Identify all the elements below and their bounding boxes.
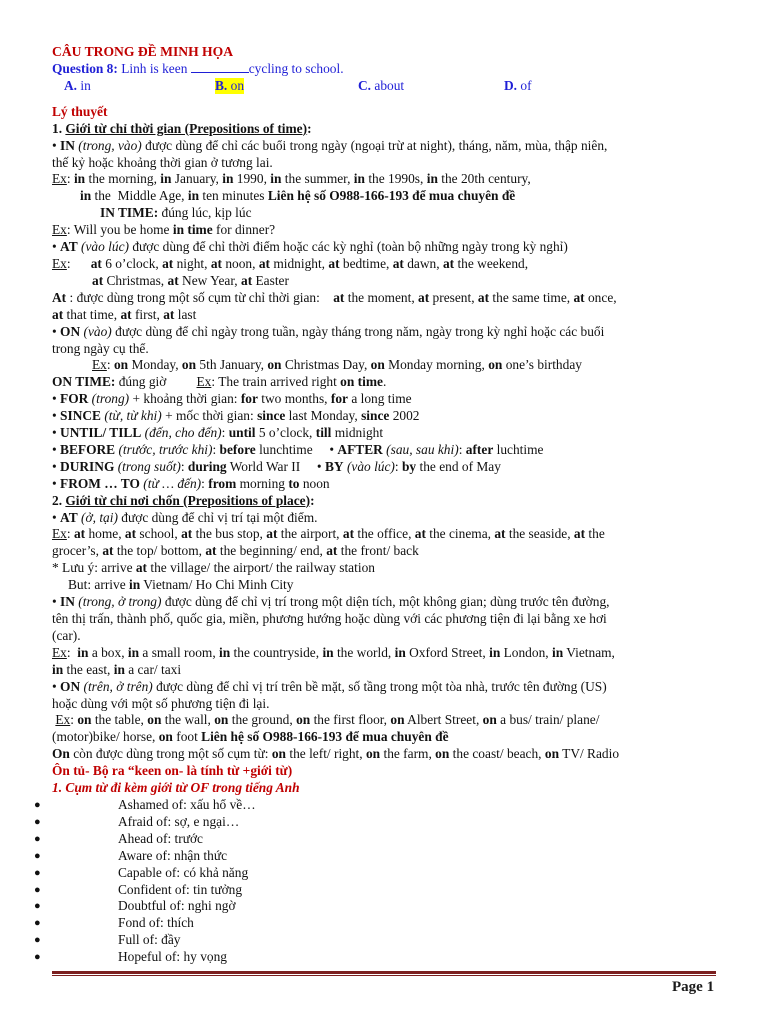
- on-definition-2: trong ngày cụ thể.: [52, 340, 149, 356]
- before-after-line: • BEFORE (trước, trước khi): before lunchtime • AFTER (sau, sau khi): after luchtime: [52, 441, 544, 457]
- question-text-after: cycling to school.: [248, 60, 344, 76]
- place-at-example-2: grocer’s, at the top/ bottom, at the beginning/ end, at the front/ back: [52, 543, 419, 559]
- list-item: ● Aware of: nhận thức: [34, 847, 228, 863]
- list-item: ● Capable of: có khả năng: [34, 864, 249, 880]
- list-item: ● Fond of: thích: [34, 915, 194, 931]
- place-in-example-2: in the east, in a car/ taxi: [52, 661, 182, 677]
- place-on-definition-1: • ON (trên, ở trên) được dùng để chỉ vị trí trên bề mặt, số tầng trong một tòa nhà, trước tên đường (US): [52, 678, 607, 694]
- page-number: Page 1: [672, 979, 715, 995]
- theory-heading: Lý thuyết: [52, 103, 108, 119]
- during-by-line: • DURING (trong suốt): during World War II • BY (vào lúc): by the end of May: [52, 458, 501, 474]
- option-b[interactable]: B. on: [215, 77, 245, 93]
- at-example-2: at Christmas, at New Year, at Easter: [92, 272, 289, 288]
- in-time-line: IN TIME: đúng lúc, kịp lúc: [100, 205, 252, 221]
- on-time-line: ON TIME: đúng giờ Ex: The train arrived right on time.: [52, 374, 387, 390]
- place-on-example-1: Ex: on the table, on the wall, on the ground, on the first floor, on Albert Street, on a bus/ train/ plane/: [55, 712, 600, 728]
- list-item: ● Confident of: tin tưởng: [34, 881, 243, 897]
- place-in-example-1: Ex: in a box, in a small room, in the countryside, in the world, in Oxford Street, in London, in Vietnam,: [52, 644, 615, 660]
- footer-rule-thick: [52, 971, 716, 974]
- on-definition: • ON (vào) được dùng để chỉ ngày trong tuần, ngày tháng trong năm, ngày trong kỳ nghỉ hoặc các buổi: [52, 323, 605, 339]
- in-definition-2: thế kỷ hoặc khoảng thời gian ở tương lai.: [52, 154, 273, 170]
- answer-blank: [191, 61, 249, 73]
- list-item: ● Hopeful of: hy vọng: [34, 949, 227, 965]
- question-label: Question 8:: [52, 60, 118, 76]
- contact-line: Liên hệ số O988-166-193 để mua chuyên đề: [267, 188, 516, 204]
- contact-line-2: Liên hệ số O988-166-193 để mua chuyên đề: [201, 729, 449, 745]
- list-item: ● Ashamed of: xấu hổ về…: [34, 796, 256, 812]
- page-title: CÂU TRONG ĐỀ MINH HỌA: [52, 44, 234, 59]
- place-in-definition-3: (car).: [52, 627, 81, 643]
- in-example-1: Ex: in the morning, in January, in 1990, in the summer, in the 1990s, in the 20th century,: [52, 171, 531, 187]
- document-page: [34, 44, 712, 966]
- since-line: • SINCE (từ, từ khi) + mốc thời gian: since last Monday, since 2002: [52, 408, 420, 424]
- option-d[interactable]: D. of: [504, 77, 532, 93]
- in-example-2: in the Middle Age, in ten minutes Liên hệ số O988-166-193 để mua chuyên đề: [80, 188, 516, 204]
- place-in-definition-2: tên thị trấn, thành phố, quốc gia, miền, phương hướng hoặc dùng với các phương tiện đi lại bằng xe hơi: [52, 611, 607, 626]
- footer-rule-thin: [52, 975, 716, 976]
- at-definition: • AT (vào lúc) được dùng để chỉ thời điểm hoặc các kỳ nghỉ (toàn bộ những ngày trong kỳ nghỉ): [52, 239, 568, 255]
- review-subheading: 1. Cụm từ đi kèm giới từ OF trong tiếng Anh: [52, 780, 300, 796]
- time-section-heading: 1. Giới từ chỉ thời gian (Prepositions of time):: [52, 120, 312, 136]
- question-stem: [52, 61, 712, 78]
- option-a[interactable]: A. in: [64, 77, 91, 93]
- at-phrases: At : được dùng trong một số cụm từ chỉ thời gian: at the moment, at present, at the same time, at once,: [52, 289, 617, 305]
- place-section-heading: 2. Giới từ chỉ nơi chốn (Prepositions of place):: [52, 492, 315, 508]
- until-line: • UNTIL/ TILL (đến, cho đến): until 5 o’clock, till midnight: [52, 425, 384, 441]
- place-at-definition: • AT (ở, tại) được dùng để chỉ vị trí tại một điểm.: [52, 509, 318, 525]
- in-time-example: Ex: Will you be home in time for dinner?: [52, 222, 276, 238]
- place-on-phrases: On còn được dùng trong một số cụm từ: on the left/ right, on the farm, on the coast/ beach, on TV/ Radio: [52, 746, 620, 762]
- list-item: ● Full of: đầy: [34, 932, 181, 948]
- list-item: ● Doubtful of: nghi ngờ: [34, 898, 236, 914]
- option-c[interactable]: C. about: [358, 77, 405, 93]
- list-item: ● Afraid of: sợ, e ngại…: [34, 813, 240, 829]
- question-options: [52, 78, 712, 95]
- place-on-example-2: (motor)bike/ horse, on foot Liên hệ số O988-166-193 để mua chuyên đề: [52, 729, 449, 745]
- place-in-definition-1: • IN (trong, ở trong) được dùng để chỉ vị trí trong một diện tích, một không gian; dùng trước tên đường,: [52, 594, 610, 610]
- place-at-example-1: Ex: at home, at school, at the bus stop, at the airport, at the office, at the cinema, at the seaside, at the: [52, 526, 605, 542]
- from-to-line: • FROM … TO (từ … đến): from morning to noon: [52, 475, 330, 491]
- on-example: Ex: on Monday, on 5th January, on Christmas Day, on Monday morning, on one’s birthday: [92, 357, 582, 373]
- place-but: But: arrive in Vietnam/ Ho Chi Minh City: [68, 577, 294, 593]
- place-note: * Lưu ý: arrive at the village/ the airport/ the railway station: [52, 560, 375, 576]
- list-item: ● Ahead of: trước: [34, 830, 203, 846]
- in-example-text: the morning, in January, in 1990, in the summer, in the 1990s, in the 20th century,: [88, 171, 531, 187]
- place-on-definition-2: hoặc dùng với một số phương tiện đi lại.: [52, 695, 270, 711]
- review-heading: Ôn tủ- Bộ ra “keen on- là tính từ +giới từ): [52, 763, 293, 779]
- for-line: • FOR (trong) + khoảng thời gian: for two months, for a long time: [52, 391, 412, 407]
- in-definition-1: • IN (trong, vào) được dùng để chỉ các buổi trong ngày (ngoại trừ at night), tháng, năm, mùa, thập niên,: [52, 137, 608, 153]
- at-example-1: Ex: at 6 o’clock, at night, at noon, at midnight, at bedtime, at dawn, at the weekend,: [52, 255, 529, 271]
- question-text-before: Linh is keen: [117, 60, 191, 76]
- at-phrases-2: at that time, at first, at last: [52, 306, 197, 322]
- adjective-of-list: [34, 796, 712, 966]
